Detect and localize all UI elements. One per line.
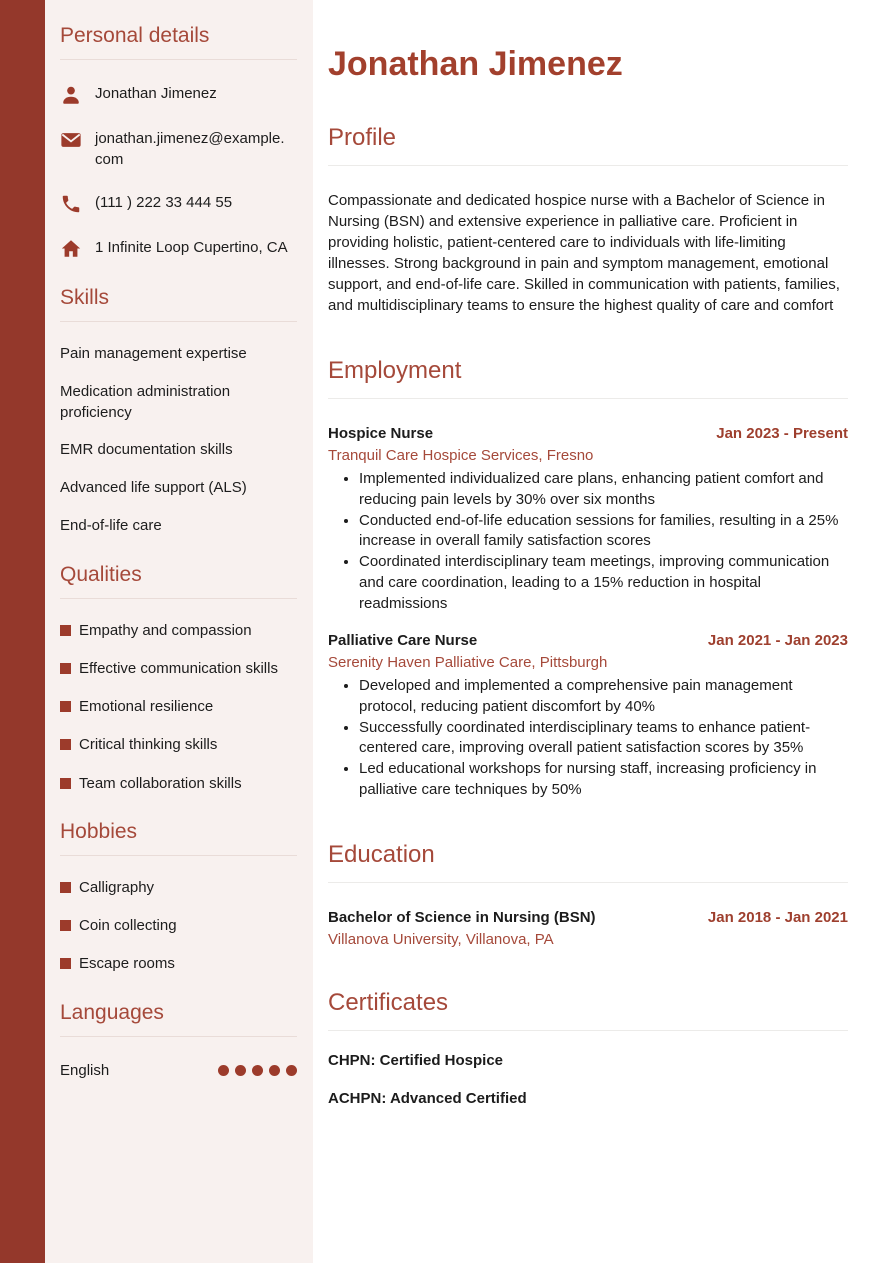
job-title: Hospice Nurse (328, 425, 434, 443)
job-bullet: • Conducted end-of-life education sessions for families, resulting in a 25% increase in overall family satisfaction scores (359, 511, 848, 552)
skill-item: End-of-life care (60, 516, 162, 534)
level-dot-icon (286, 1065, 297, 1076)
skill-item: Medication administration proficiency (60, 383, 231, 421)
hobby-label: Coin collecting (79, 917, 177, 934)
skills-list (60, 344, 297, 536)
languages-heading: Languages (60, 1001, 297, 1037)
personal-details-section (60, 24, 297, 260)
sidebar (45, 0, 313, 1263)
quality-item (60, 659, 297, 679)
quality-label: Critical thinking skills (79, 736, 218, 754)
job-bullet: • Led educational workshops for nursing staff, increasing proficiency in palliative care techniques by 50% (359, 759, 848, 800)
job-bullet-list (328, 469, 848, 614)
job-entry (328, 425, 848, 614)
hobby-item (60, 954, 297, 974)
hobby-item (60, 878, 297, 898)
quality-item (60, 697, 297, 717)
square-bullet-icon (60, 625, 71, 636)
job-entry (328, 632, 848, 800)
contact-row-email (60, 129, 297, 170)
square-bullet-icon (60, 663, 71, 674)
quality-label: Emotional resilience (79, 698, 214, 715)
contact-phone-text: (111 ) 222 33 444 55 (95, 194, 233, 212)
level-dot-icon (269, 1065, 280, 1076)
email-icon (60, 129, 82, 151)
employment-heading: Employment (328, 357, 848, 399)
quality-label: Team collaboration skills (79, 774, 242, 792)
certificate-item: ACHPN: Advanced Certified (328, 1090, 527, 1108)
job-title: Palliative Care Nurse (328, 632, 478, 650)
contact-row-phone (60, 193, 297, 215)
job-dates: Jan 2021 - Jan 2023 (707, 632, 848, 650)
qualities-list (60, 621, 297, 794)
certificates-heading: Certificates (328, 989, 848, 1031)
contact-row-address (60, 238, 297, 260)
level-dot-icon (218, 1065, 229, 1076)
skill-item: Advanced life support (ALS) (60, 479, 247, 497)
square-bullet-icon (60, 920, 71, 931)
quality-item (60, 621, 297, 641)
profile-text: Compassionate and dedicated hospice nurse with a Bachelor of Science in Nursing (BSN) and extensive experience in palliative care. Proficient in providing holistic, patient-centered care to individuals with life-limiting illnesses. Strong background in pain and symptom management, emotional support, and end-of-life care. Skilled in communication with patients, families, and multidisciplinary teams to ensure the highest quality of care and comfort (328, 192, 840, 315)
square-bullet-icon (60, 701, 71, 712)
job-bullet: • Coordinated interdisciplinary team meetings, improving communication and care coordination, leading to a 15% reduction in hospital readmissions (359, 552, 848, 614)
job-dates: Jan 2023 - Present (716, 425, 848, 443)
level-dot-icon (252, 1065, 263, 1076)
job-head (328, 425, 848, 442)
contact-name-text: Jonathan Jimenez (95, 85, 217, 102)
education-dates: Jan 2018 - Jan 2021 (707, 909, 848, 927)
hobbies-heading: Hobbies (60, 820, 297, 856)
skills-section (60, 286, 297, 536)
main-column (313, 0, 893, 1263)
square-bullet-icon (60, 958, 71, 969)
quality-label: Effective communication skills (79, 659, 278, 677)
hobby-label: Calligraphy (79, 878, 155, 896)
accent-stripe (0, 0, 45, 1263)
education-heading: Education (328, 841, 848, 883)
contact-email-text: jonathan.jimenez@example.com (95, 130, 285, 168)
phone-icon (60, 193, 82, 215)
languages-list (60, 1062, 297, 1079)
hobbies-list (60, 878, 297, 975)
level-dot-icon (235, 1065, 246, 1076)
job-head (328, 632, 848, 649)
job-company: Tranquil Care Hospice Services, Fresno (328, 447, 594, 465)
quality-item (60, 774, 297, 794)
language-row (60, 1062, 297, 1079)
job-company: Serenity Haven Palliative Care, Pittsburgh (328, 654, 608, 672)
qualities-section (60, 563, 297, 794)
skill-item: EMR documentation skills (60, 441, 233, 459)
job-bullet: • Successfully coordinated interdisciplinary teams to enhance patient-centered care, improving overall patient satisfaction scores by 35% (359, 718, 848, 759)
education-degree: Bachelor of Science in Nursing (BSN) (328, 909, 596, 927)
language-name: English (60, 1061, 110, 1079)
language-level-dots (212, 1065, 297, 1076)
hobbies-section (60, 820, 297, 975)
quality-label: Empathy and compassion (79, 621, 252, 639)
profile-heading: Profile (328, 124, 848, 166)
square-bullet-icon (60, 778, 71, 789)
page-title: Jonathan Jimenez (328, 45, 623, 83)
job-bullet: • Developed and implemented a comprehensive pain management protocol, reducing patient discomfort by 40% (359, 676, 848, 717)
quality-item (60, 735, 297, 755)
qualities-heading: Qualities (60, 563, 297, 599)
square-bullet-icon (60, 882, 71, 893)
hobby-item (60, 916, 297, 936)
skills-heading: Skills (60, 286, 297, 322)
personal-details-heading: Personal details (60, 24, 297, 60)
square-bullet-icon (60, 739, 71, 750)
languages-section (60, 1001, 297, 1079)
education-entry (328, 909, 848, 948)
contact-row-name (60, 84, 297, 106)
job-bullet-list (328, 676, 848, 800)
job-bullet: • Implemented individualized care plans, enhancing patient comfort and reducing pain levels by 30% over six months (359, 469, 848, 510)
home-icon (60, 238, 82, 260)
certificate-item: CHPN: Certified Hospice (328, 1052, 504, 1070)
education-school: Villanova University, Villanova, PA (328, 931, 554, 949)
hobby-label: Escape rooms (79, 955, 175, 973)
user-icon (60, 84, 82, 106)
skill-item: Pain management expertise (60, 345, 247, 363)
contact-list (60, 84, 297, 260)
contact-address-text: 1 Infinite Loop Cupertino, CA (95, 239, 288, 257)
education-head (328, 909, 848, 926)
